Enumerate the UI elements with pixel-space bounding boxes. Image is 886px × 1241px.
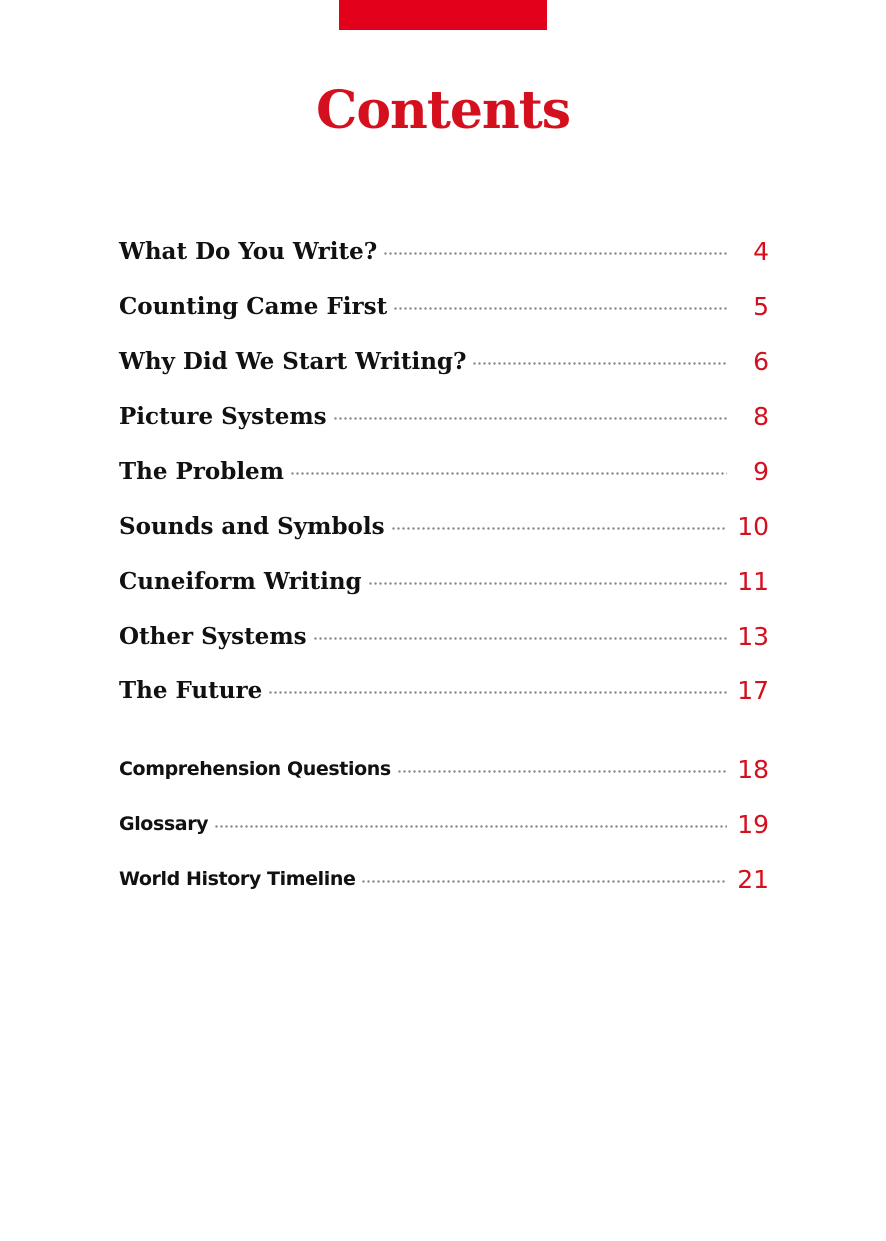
dot-leader <box>393 307 727 310</box>
toc-entry-page-number: 9 <box>753 456 769 486</box>
toc-entry-title: What Do You Write? <box>119 237 378 265</box>
toc-entry-page-number: 4 <box>753 236 769 266</box>
dot-leader <box>397 770 727 773</box>
toc-entry-title: Sounds and Symbols <box>119 512 385 540</box>
toc-entry-page-number: 8 <box>753 401 769 431</box>
toc-entry-world-history-timeline[interactable] <box>119 859 769 899</box>
dot-leader <box>214 825 727 828</box>
dot-leader <box>383 252 727 255</box>
dot-leader <box>290 472 727 475</box>
toc-entry-sounds-and-symbols[interactable] <box>119 506 769 546</box>
toc-entry-title: Picture Systems <box>119 402 327 430</box>
dot-leader <box>361 880 727 883</box>
toc-entry-the-problem[interactable] <box>119 451 769 491</box>
toc-entry-title: The Future <box>119 676 263 704</box>
page-title: Contents <box>315 80 571 141</box>
toc-entry-page-number: 17 <box>737 675 769 705</box>
dot-leader <box>333 417 727 420</box>
dot-leader <box>368 582 727 585</box>
dot-leader <box>268 691 727 694</box>
toc-entry-title: World History Timeline <box>119 868 356 890</box>
toc-entry-title: Other Systems <box>119 622 307 650</box>
toc-entry-other-systems[interactable] <box>119 616 769 656</box>
toc-entry-page-number: 21 <box>737 864 769 894</box>
toc-entry-what-do-you-write[interactable] <box>119 231 769 271</box>
dot-leader <box>313 637 727 640</box>
toc-entry-page-number: 18 <box>737 754 769 784</box>
dot-leader <box>391 527 727 530</box>
toc-entry-title: The Problem <box>119 457 285 485</box>
toc-entry-glossary[interactable] <box>119 804 769 844</box>
toc-entry-why-did-we-start-writing[interactable] <box>119 341 769 381</box>
toc-entry-page-number: 5 <box>753 291 769 321</box>
toc-entry-cuneiform-writing[interactable] <box>119 561 769 601</box>
dot-leader <box>472 362 727 365</box>
toc-entry-page-number: 19 <box>737 809 769 839</box>
toc-entry-title: Why Did We Start Writing? <box>119 347 467 375</box>
table-of-contents <box>119 0 769 1241</box>
toc-entry-title: Comprehension Questions <box>119 758 391 780</box>
toc-entry-page-number: 13 <box>737 621 769 651</box>
toc-entry-title: Cuneiform Writing <box>119 567 362 595</box>
toc-entry-page-number: 11 <box>737 566 769 596</box>
toc-entry-title: Counting Came First <box>119 292 388 320</box>
toc-entry-picture-systems[interactable] <box>119 396 769 436</box>
toc-entry-page-number: 10 <box>737 511 769 541</box>
toc-entry-title: Glossary <box>119 813 209 835</box>
toc-entry-the-future[interactable] <box>119 670 769 710</box>
toc-entry-comprehension-questions[interactable] <box>119 749 769 789</box>
toc-entry-counting-came-first[interactable] <box>119 286 769 326</box>
toc-entry-page-number: 6 <box>753 346 769 376</box>
